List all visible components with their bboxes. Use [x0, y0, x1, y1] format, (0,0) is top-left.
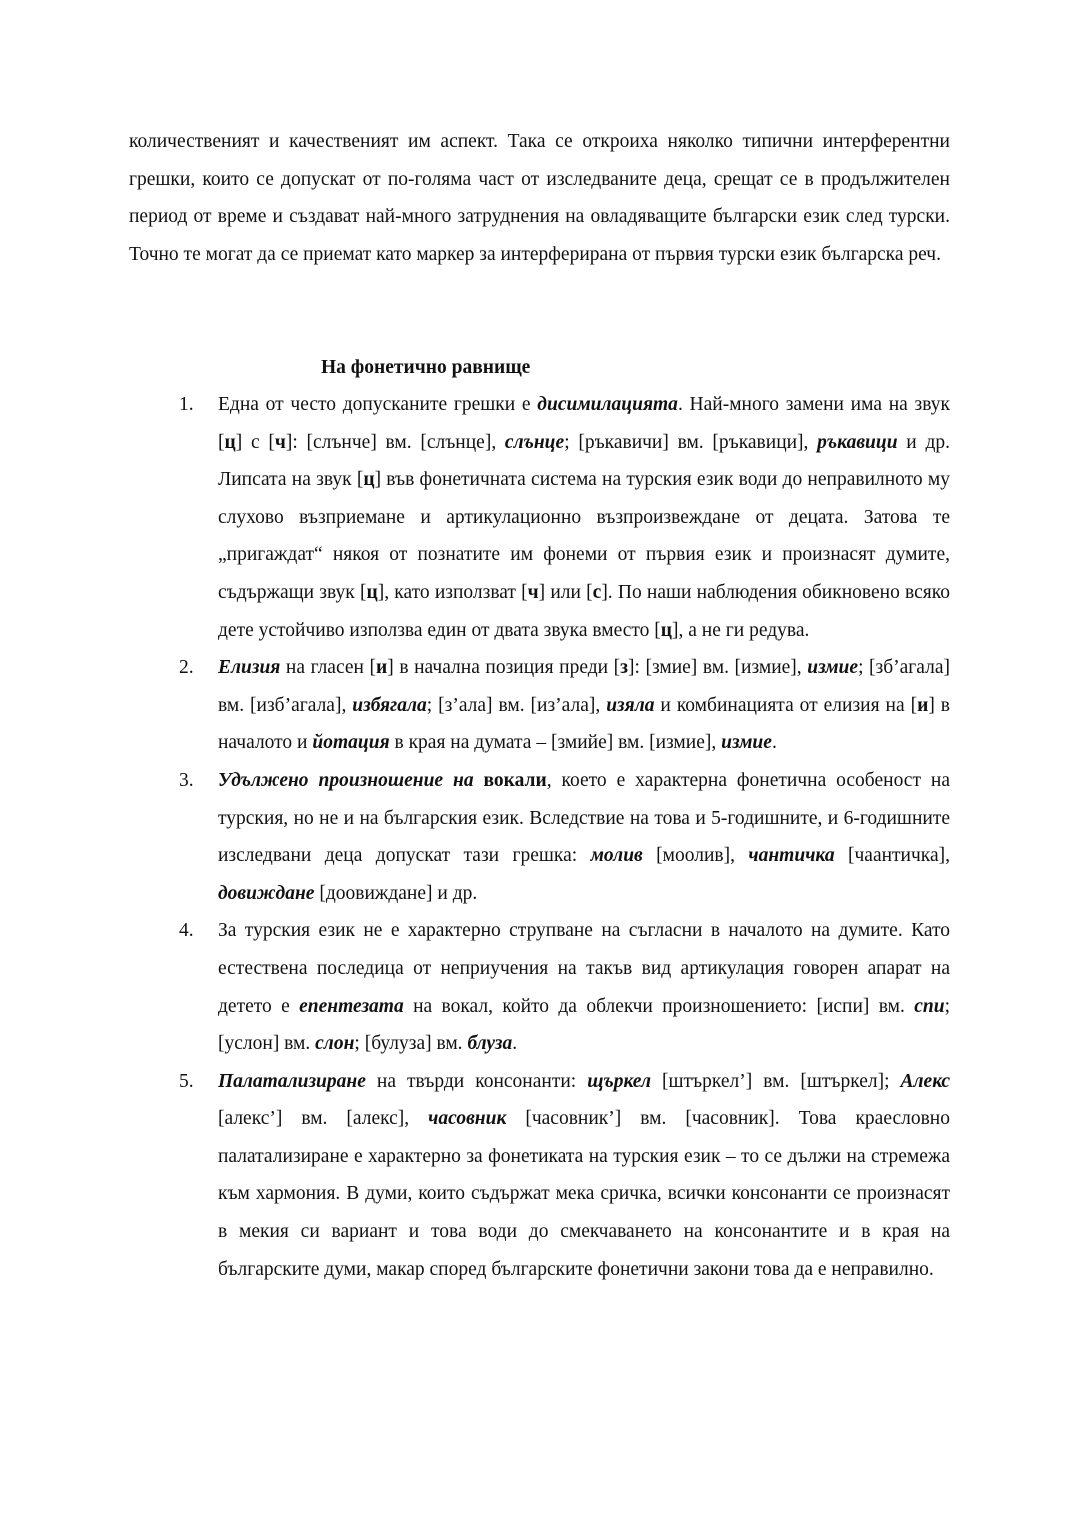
- list-item-text: Елизия на гласен [и] в начална позиция преди [з]: [змие] вм. [измие], измие; [зб’агала] вм. [изб’агала], избягала; [з’ала] вм. [из’ала], изяла и комбинацията от елизия на [и] в началото и йотация в края на думата – [змийе] вм. [измие], измие.: [218, 657, 951, 754]
- list-item-text: Палатализиране на твърди консонанти: щъркел [штъркел’] вм. [штъркел]; Алекс [алекс’] вм. [алекс], часовник [часовник’] вм. [часовник]. Това краесловно палатализиране е характерно за фонетиката на турския език – то се дължи на стремежа към хармония. В думи, които съдържат мека сричка, всички консонанти се произнасят в мекия си вариант и това води до смекчаването на консонантите и в края на българските думи, макар според българските фонетични закони това да е неправилно.: [218, 1070, 951, 1280]
- list-number: 5.: [179, 1070, 194, 1092]
- list-item-text: За турския език не е характерно струпване на съгласни в началото на думите. Като естествена последица от неприучения на такъв вид артикулация говорен апарат на детето е епентезата на вокал, който да облекчи произношението: [испи] вм. спи; [услон] вм. слон; [булуза] вм. блуза.: [218, 920, 950, 1055]
- list-item: [0, 912, 1080, 1062]
- intro-paragraph: количественият и качественият им аспект. Така се откроиха няколко типични интерферентни грешки, които се допускат от по-голяма част от изследваните деца, срещат се в продължителен период от време и създават най-много затруднения на овладяващите български език след турски. Точно те могат да се приемат като маркер за интерферирана от първия турски език българска реч.: [129, 131, 950, 265]
- list-item-text: Една от често допусканите грешки е дисимилацията. Най-много замени има на звук [ц] с [ч]: [слънче] вм. [слънце], слънце; [ръкавичи] вм. [ръкавици], ръкавици и др. Липсата на звук [ц] във фонетичната система на турския език води до неправилното му слухово възприемане и артикулационно възпроизвеждане от децата. Затова те „пригаждат“ някоя от познатите им фонеми от първия език и произнасят думите, съдържащи звук [ц], като използват [ч] или [с]. По наши наблюдения обикновено всяко дете устойчиво използва един от двата звука вместо [ц], а не ги редува.: [218, 394, 950, 641]
- list-item: [0, 386, 1080, 649]
- list-item: [0, 649, 1080, 762]
- list-number: 2.: [179, 657, 194, 679]
- error-list: [0, 386, 1080, 1288]
- list-number: 4.: [179, 920, 194, 942]
- section-heading: На фонетично равнище: [321, 357, 531, 378]
- list-item-text: Удължено произношение на вокали, което е характерна фонетична особеност на турския, но не и на българския език. Вследствие на това и 5-годишните, и 6-годишните изследвани деца допускат тази грешка: молив [моолив], чантичка [чаантичка], довиждане [доовиждане] и др.: [218, 769, 951, 904]
- list-number: 3.: [179, 769, 194, 791]
- list-item: [0, 762, 1080, 912]
- list-number: 1.: [179, 394, 194, 415]
- list-item: [0, 1063, 1080, 1289]
